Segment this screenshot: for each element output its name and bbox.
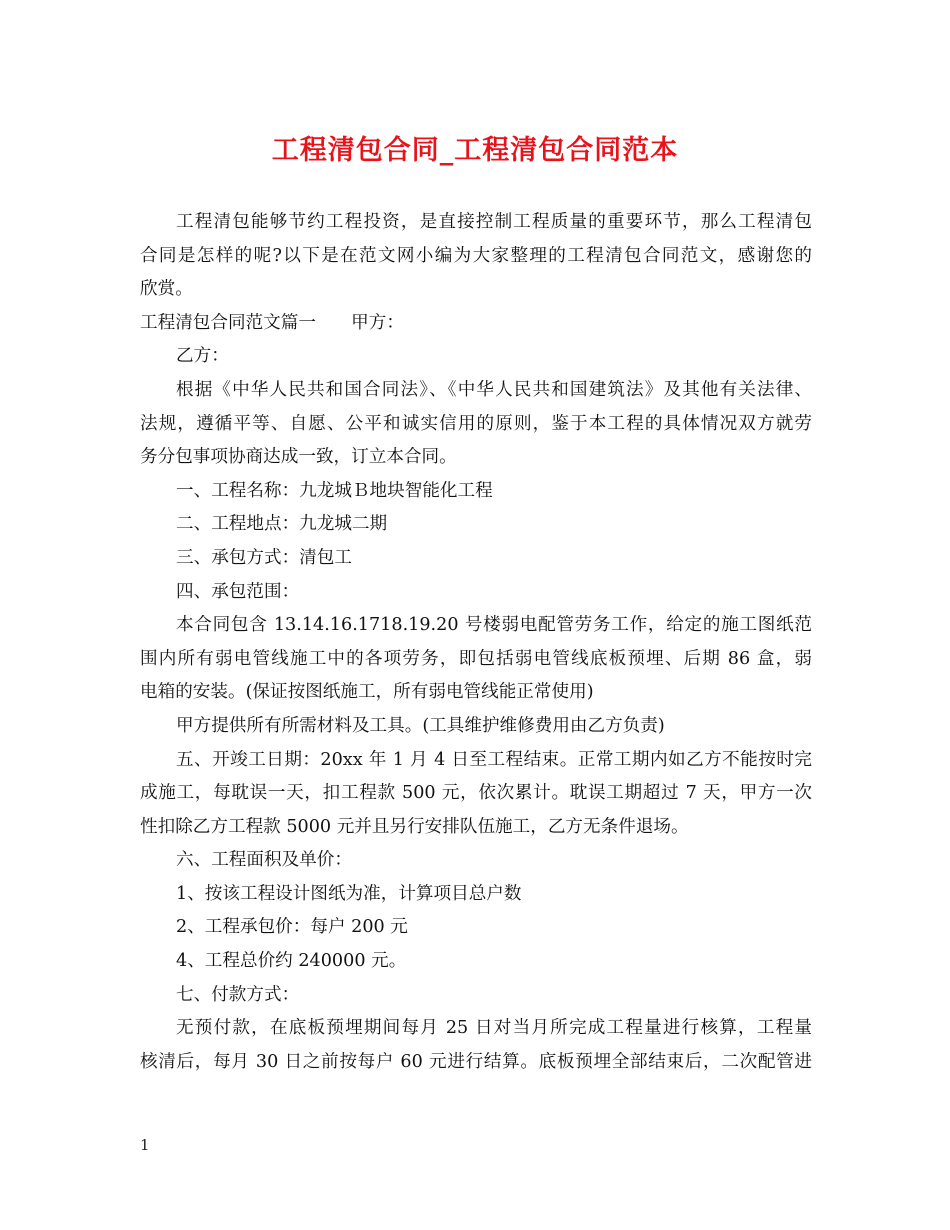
clause-line: 一、工程名称：九龙城Ｂ地块智能化工程 xyxy=(176,480,493,501)
clause-line: 2、工程承包价：每户 200 元 xyxy=(176,917,408,938)
paragraph-line: 围内所有弱电管线施工中的各项劳务，即包括弱电管线底板预埋、后期 86 盒，弱 xyxy=(140,648,812,669)
document-title: 工程清包合同_工程清包合同范本 xyxy=(271,135,679,166)
paragraph-line: 工程清包能够节约工程投资，是直接控制工程质量的重要环节，那么工程清包 xyxy=(176,212,812,232)
section-heading-line: 工程清包合同范文篇一 甲方： xyxy=(140,312,404,333)
paragraph-line: 电箱的安装。(保证按图纸施工，所有弱电管线能正常使用) xyxy=(140,682,594,703)
paragraph-line: 欣赏。 xyxy=(140,279,193,300)
document-body xyxy=(140,206,812,1079)
clause-line: 四、承包范围： xyxy=(176,581,300,602)
clause-line: 二、工程地点：九龙城二期 xyxy=(176,514,388,535)
clause-line: 4、工程总价约 240000 元。 xyxy=(176,951,407,972)
paragraph-line: 甲方提供所有所需材料及工具。(工具维护维修费用由乙方负责) xyxy=(176,715,665,736)
paragraph-line: 根据《中华人民共和国合同法》、《中华人民共和国建筑法》及其他有关法律、 xyxy=(176,379,812,400)
paragraph-line: 成施工，每耽误一天，扣工程款 500 元，依次累计。耽误工期超过 7 天，甲方一次 xyxy=(140,783,812,804)
clause-line: 六、工程面积及单价： xyxy=(176,850,352,871)
paragraph-line: 务分包事项协商达成一致，订立本合同。 xyxy=(140,447,457,468)
paragraph-line: 五、开竣工日期：20xx 年 1 月 4 日至工程结束。正常工期内如乙方不能按时完 xyxy=(176,749,812,770)
paragraph-line: 本合同包含 13.14.16.1718.19.20 号楼弱电配管劳务工作，给定的施工图纸范 xyxy=(176,615,812,636)
paragraph-line: 核清后，每月 30 日之前按每户 60 元进行结算。底板预埋全部结束后，二次配管进 xyxy=(140,1051,812,1072)
paragraph-line: 无预付款，在底板预埋期间每月 25 日对当月所完成工程量进行核算，工程量 xyxy=(176,1018,812,1039)
paragraph-line: 性扣除乙方工程款 5000 元并且另行安排队伍施工，乙方无条件退场。 xyxy=(140,816,689,837)
clause-line: 1、按该工程设计图纸为准，计算项目总户数 xyxy=(176,883,522,904)
clause-line: 七、付款方式： xyxy=(176,984,300,1005)
paragraph-line: 合同是怎样的呢?以下是在范文网小编为大家整理的工程清包合同范文，感谢您的 xyxy=(140,245,812,266)
party-b-line: 乙方： xyxy=(176,346,229,367)
page-number: 1 xyxy=(140,1136,150,1154)
paragraph-line: 法规，遵循平等、自愿、公平和诚实信用的原则，鉴于本工程的具体情况双方就劳 xyxy=(140,413,812,434)
clause-line: 三、承包方式：清包工 xyxy=(176,547,352,568)
